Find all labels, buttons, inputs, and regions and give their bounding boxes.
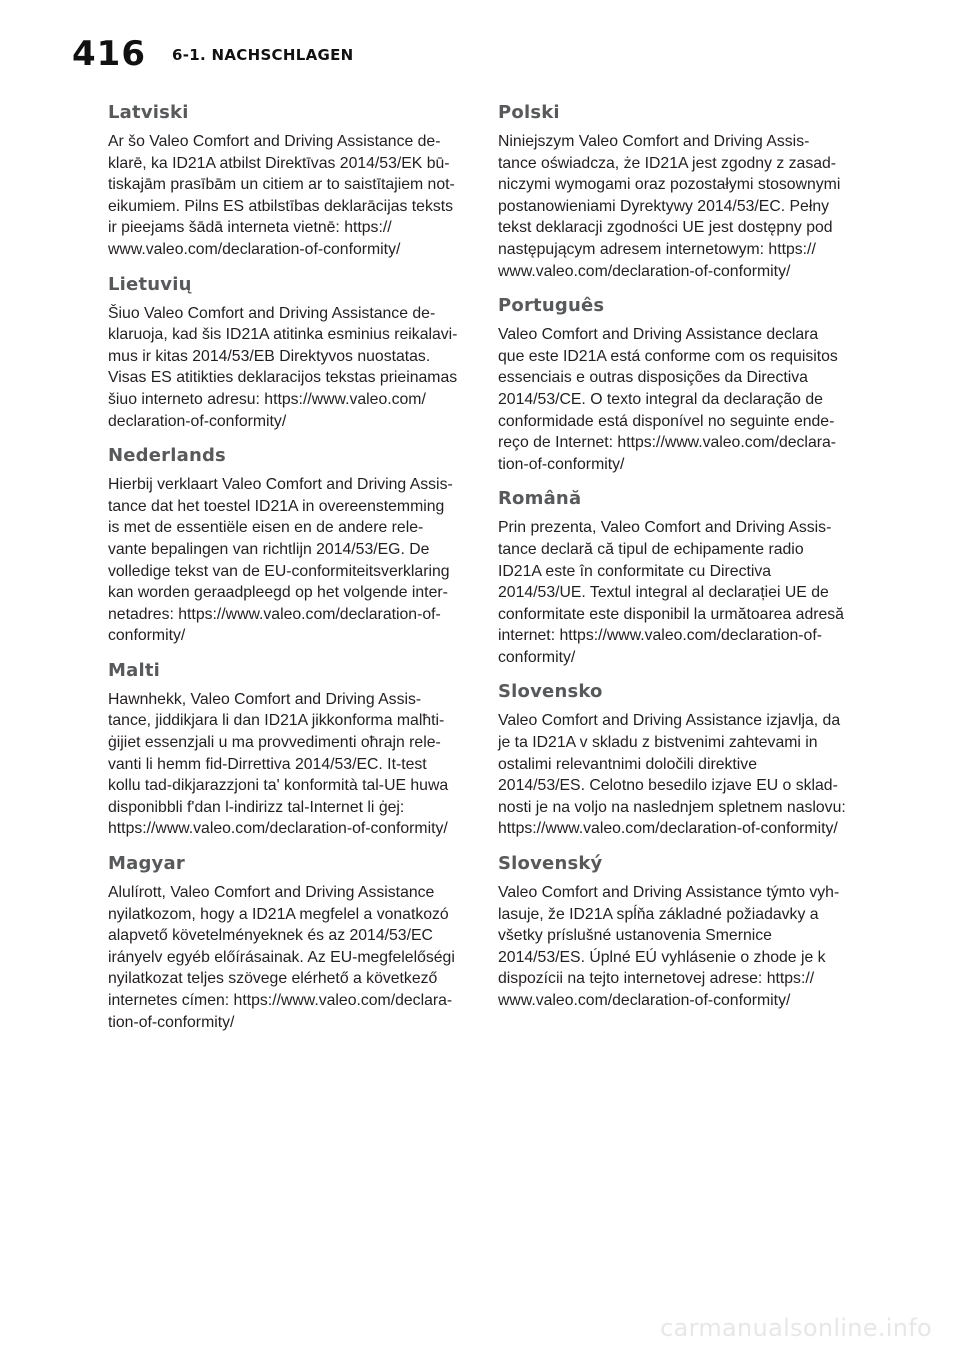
section-heading: Malti xyxy=(108,659,161,681)
chapter-title: 6-1. NACHSCHLAGEN xyxy=(172,46,354,64)
section-body: Hierbij verklaart Valeo Comfort and Driving Assis- tance dat het toestel ID21A in overeenstemming is met de essentiële eisen en de andere rele- vante bepalingen van richtlijn 2014/53/EG. De volledige tekst van de EU-conformiteitsverklaring kan worden geraadpleegd op het volgende inter- netadres: https://www.valeo.com/declaration-of- conformity/ xyxy=(108,476,453,645)
section-body: Prin prezenta, Valeo Comfort and Driving Assis- tance declară că tipul de echipamente radio ID21A este în conformitate cu Directiva 2014/53/UE. Textul integral al declarației UE de conformitate este disponibil la următoarea adresă internet: https://www.valeo.com/declaration-of- conformity/ xyxy=(498,519,844,666)
section-heading: Português xyxy=(498,295,605,317)
left-column xyxy=(108,101,472,1045)
section-body: Valeo Comfort and Driving Assistance declara que este ID21A está conforme com os requisitos essenciais e outras disposições da Directiva 2014/53/CE. O texto integral da declaração de conformidade está disponível no seguinte ende- reço de Internet: https://www.valeo.com/declara- tion-of-conformity/ xyxy=(498,326,838,473)
section-heading: Slovensko xyxy=(498,681,603,703)
section-heading: Română xyxy=(498,488,582,510)
right-column xyxy=(498,101,862,1024)
section-body: Alulírott, Valeo Comfort and Driving Assistance nyilatkozom, hogy a ID21A megfelel a vonatkozó alapvető követelményeknek és az 2014/53/EC irányelv egyéb előírásainak. Az EU-megfelelőségi nyilatkozat teljes szövege elérhető a következő internetes címen: https://www.valeo.com/declara- tion-of-conformity/ xyxy=(108,884,455,1031)
section-body: Valeo Comfort and Driving Assistance izjavlja, da je ta ID21A v skladu z bistvenimi zahtevami in ostalimi relevantnimi določili direktive 2014/53/ES. Celotno besedilo izjave EU o sklad- nosti je na voljo na naslednjem spletnem naslovu: https://www.valeo.com/declaration-of-conformity/ xyxy=(498,712,846,838)
section-latviski xyxy=(108,101,472,261)
section-heading: Nederlands xyxy=(108,445,226,467)
section-slovensky xyxy=(498,852,862,1012)
section-slovensko xyxy=(498,680,862,840)
page-number: 416 xyxy=(72,34,146,74)
section-heading: Latviski xyxy=(108,102,189,123)
section-portugues xyxy=(498,294,862,475)
section-malti xyxy=(108,659,472,840)
section-body: Ar šo Valeo Comfort and Driving Assistance de- klarē, ka ID21A atbilst Direktīvas 2014/53/EK bū- tiskajām prasībām un citiem ar to saistītajiem not- eikumiem. Pilns ES atbilstības deklarācijas teksts ir pieejams šādā interneta vietnē: https:// www.valeo.com/declaration-of-conformity/ xyxy=(108,133,455,258)
section-heading: Slovenský xyxy=(498,853,603,875)
section-body: Niniejszym Valeo Comfort and Driving Assis- tance oświadcza, że ID21A jest zgodny z zasad- niczymi wymogami oraz pozostałymi stosownymi postanowieniami Dyrektywy 2014/53/EC. Pełny tekst deklaracji zgodności UE jest dostępny pod następującym adresem internetowym: https:// www.valeo.com/declaration-of-conformity/ xyxy=(498,133,841,280)
section-nederlands xyxy=(108,444,472,647)
section-body: Valeo Comfort and Driving Assistance týmto vyh- lasuje, že ID21A spĺňa základné požiadavky a všetky príslušné ustanovenia Smernice 2014/53/ES. Úplné EÚ vyhlásenie o zhode je k dispozícii na tejto internetovej adrese: https:// www.valeo.com/declaration-of-conformity/ xyxy=(498,884,840,1009)
section-heading: Polski xyxy=(498,102,560,123)
section-body: Hawnhekk, Valeo Comfort and Driving Assis- tance, jiddikjara li dan ID21A jikkonforma malħti- ġijiet essenzjali u ma provvedimenti oħrajn rele- vanti li hemm fid-Dirrettiva 2014/53/EC. It-test kollu tad-dikjarazzjoni ta' konformità tal-UE huwa disponibbli f'dan l-indirizz tal-Internet li ġej: https://www.valeo.com/declaration-of-conformity/ xyxy=(108,690,449,838)
section-romana xyxy=(498,487,862,668)
section-body: Šiuo Valeo Comfort and Driving Assistance de- klaruoja, kad šis ID21A atitinka esminius reikalavi- mus ir kitas 2014/53/EB Direktyvos nuostatas. Visas ES atitikties deklaracijos tekstas prieinamas šiuo interneto adresu: https://www.valeo.com/ declaration-of-conformity/ xyxy=(108,304,458,430)
section-heading: Lietuvių xyxy=(108,273,192,295)
section-heading: Magyar xyxy=(108,853,185,875)
section-lietuviu xyxy=(108,273,472,433)
section-magyar xyxy=(108,852,472,1033)
section-polski xyxy=(498,101,862,282)
watermark: carmanualsonline.info xyxy=(660,1314,932,1342)
